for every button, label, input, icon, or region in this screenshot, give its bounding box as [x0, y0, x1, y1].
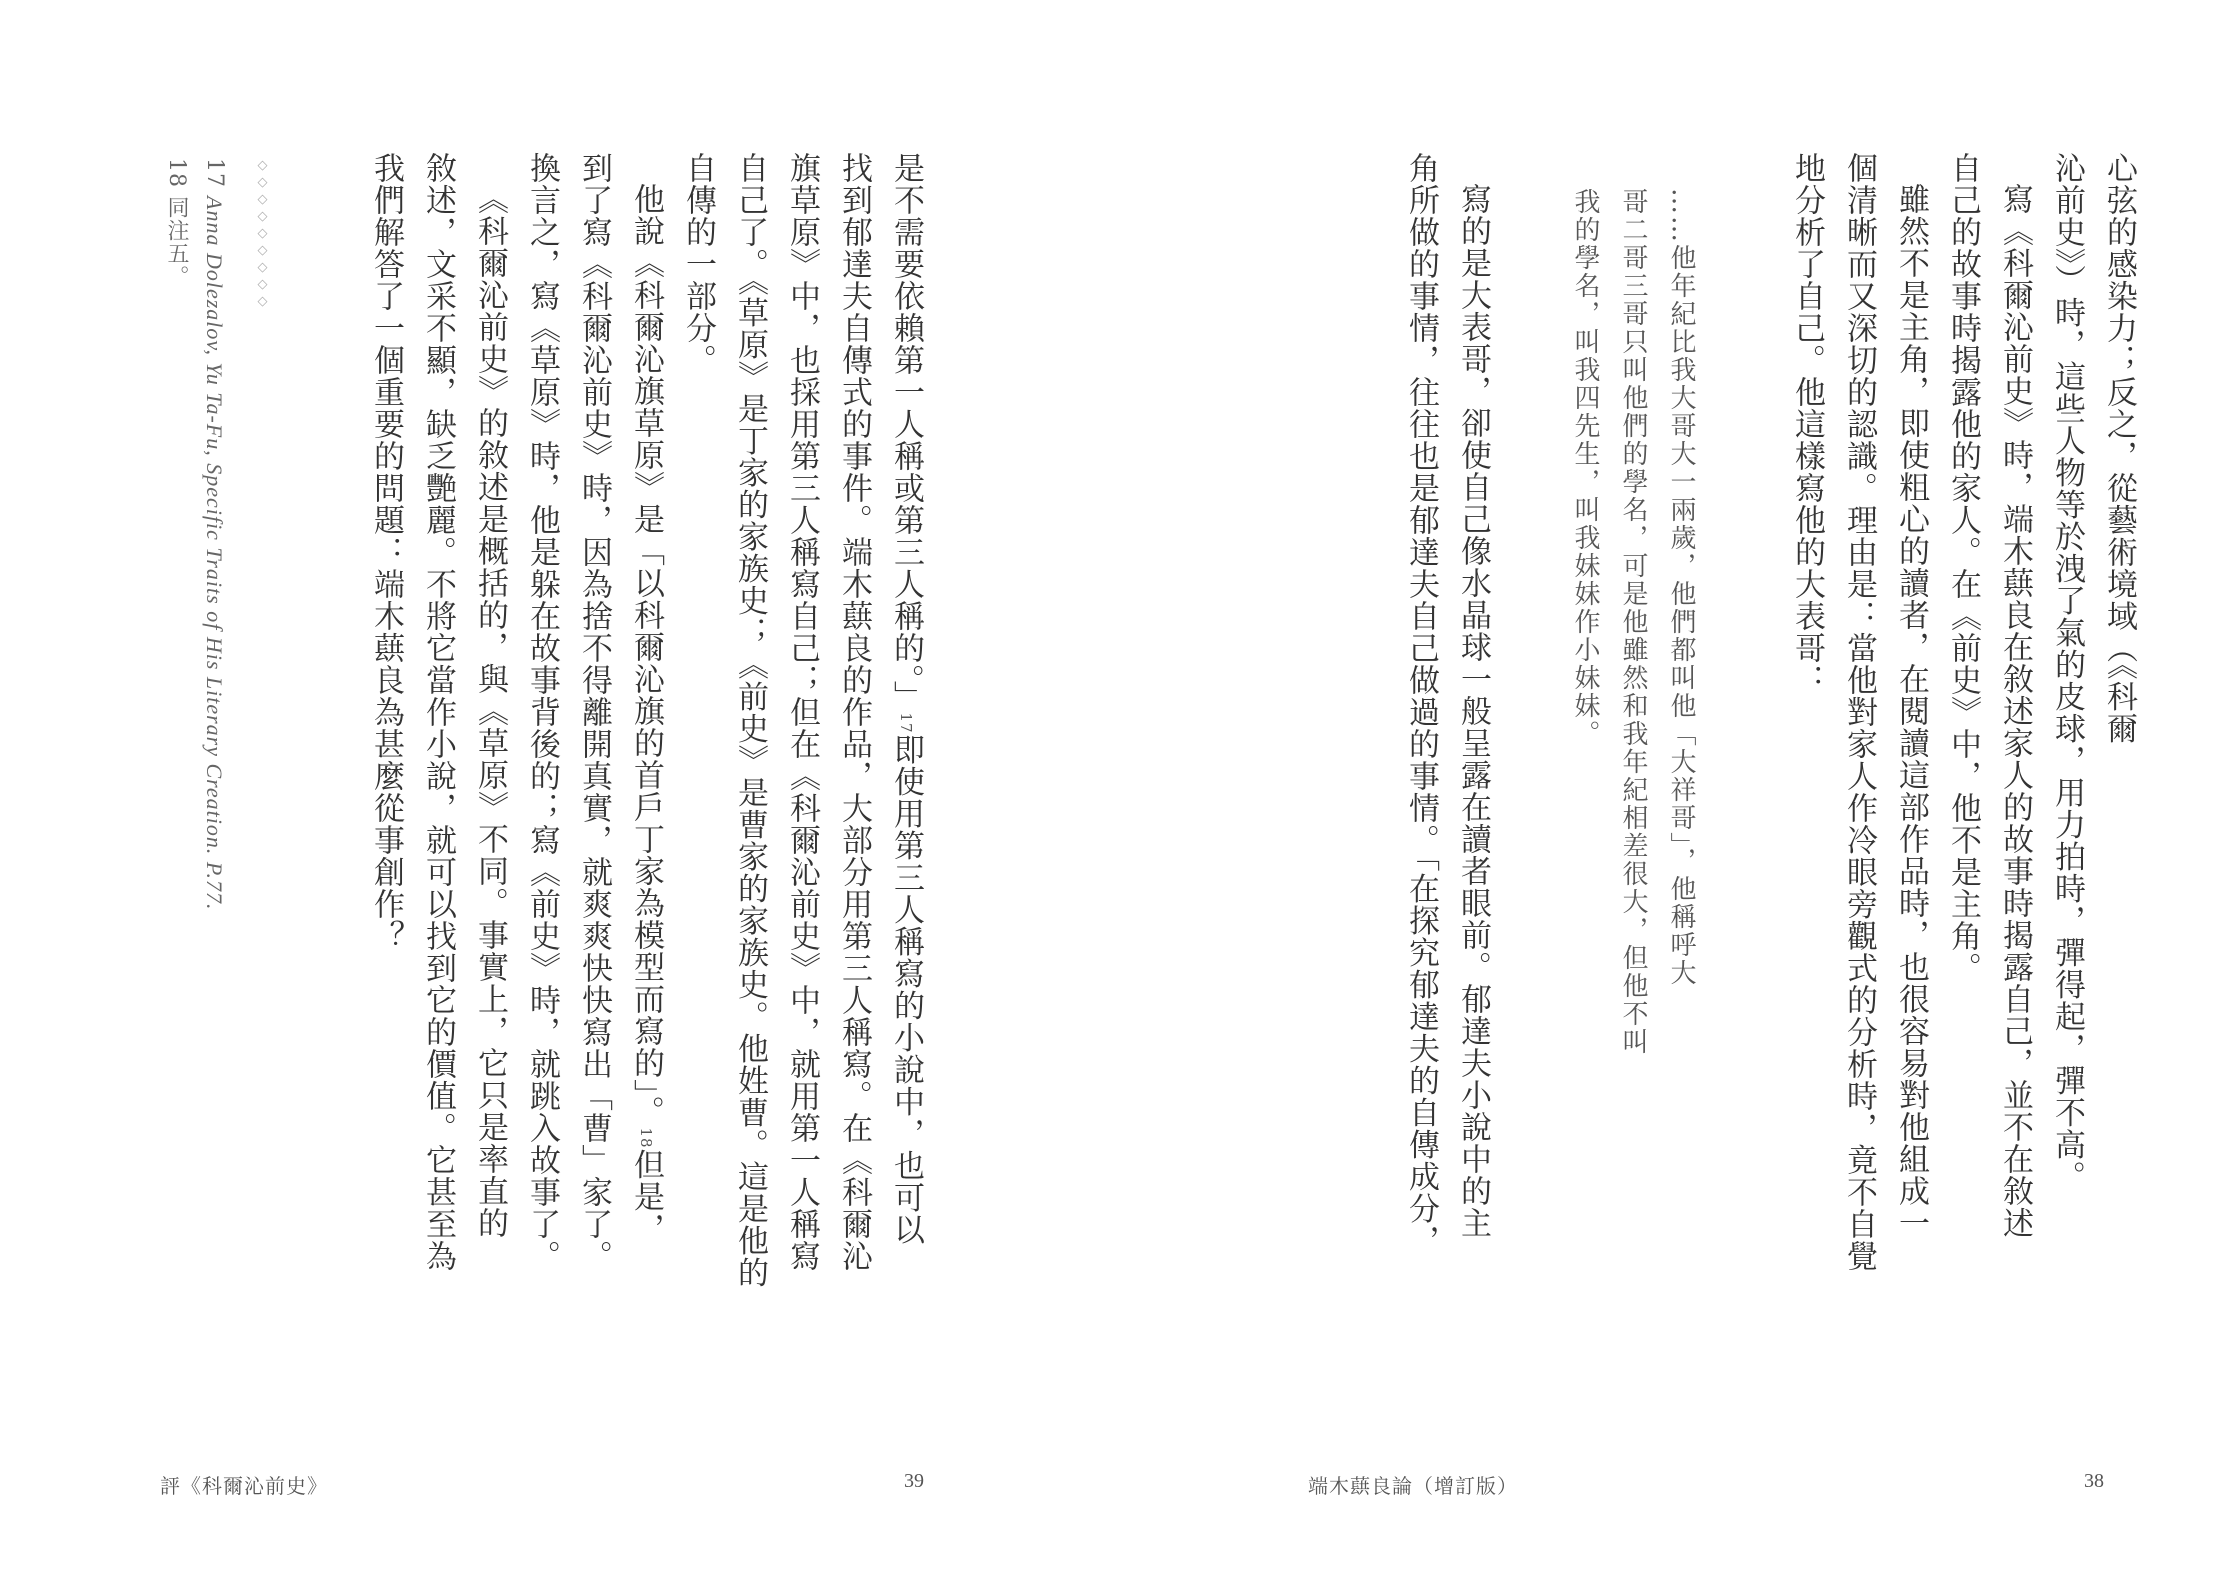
footnote-number: 18	[164, 158, 189, 188]
body-text-column: 地分析了自己。他這樣寫他的大表哥：	[1789, 152, 1825, 696]
running-head: 端木蕻良論（增訂版）	[1308, 1474, 1518, 1498]
footnote-18	[158, 158, 194, 288]
page-39	[0, 0, 1118, 1575]
body-text-segment: 是不需要依賴第一人稱或第三人稱的。」	[888, 152, 924, 713]
body-text-column: 換言之，寫《草原》時，他是躲在故事背後的；寫《前史》時，就跳入故事了。	[524, 152, 560, 1272]
body-text-column: 自傳的一部分。	[680, 152, 716, 376]
body-text-column: 到了寫《科爾沁前史》時，因為捨不得離開真實，就爽爽快快寫出「曹」家了。	[576, 152, 612, 1272]
body-text-column	[620, 152, 671, 1245]
block-quote-column: 哥二哥三哥只叫他們的學名，可是他雖然和我年紀相差很大，但他不叫	[1618, 188, 1648, 1056]
body-text-segment: 即使用第三人稱寫的小說中，也可以	[888, 733, 924, 1246]
body-text-column: 個清晰而又深切的認識。理由是：當他對家人作冷眼旁觀式的分析時，竟不自覺	[1841, 152, 1877, 1272]
body-text-column: 找到郁達夫自傳式的事件。端木蕻良的作品，大部分用第三人稱寫。在《科爾沁	[836, 152, 872, 1272]
footnote-ref: 17	[897, 712, 915, 734]
body-text-segment: 但是，	[628, 1148, 664, 1245]
body-text-column: 我們解答了一個重要的問題：端木蕻良為甚麼從事創作？	[368, 152, 404, 952]
body-text-column: 寫《科爾沁前史》時，端木蕻良在敘述家人的故事時揭露自己，並不在敘述	[1997, 183, 2033, 1239]
footnote-text: Anna Dolezalov, Yu Ta-Fu, Specific Traits of His Literary Creation. P.77.	[202, 196, 227, 911]
footnote-ref: 18	[637, 1127, 655, 1149]
body-text-column: 自己的故事時揭露他的家人。在《前史》中，他不是主角。	[1945, 152, 1981, 984]
body-text-column: 寫的是大表哥，卻使自己像水晶球一般呈露在讀者眼前。郁達夫小說中的主	[1455, 183, 1491, 1239]
page-number: 38	[2084, 1470, 2104, 1492]
block-quote-column: ……他年紀比我大哥大一兩歲，他們都叫他「大祥哥」，他稱呼大	[1666, 188, 1696, 987]
page-38	[1118, 0, 2237, 1575]
page-number: 39	[904, 1470, 924, 1492]
body-text-column: 敘述，文采不顯，缺乏艷麗。不將它當作小說，就可以找到它的價值。它甚至為	[420, 152, 456, 1272]
footnote-17	[196, 158, 232, 911]
body-text-column: 自己了。《草原》是丁家的家族史；《前史》是曹家的家族史。他姓曹。這是他的	[732, 152, 768, 1289]
body-text-column: 沁前史》）時，這些人物等於洩了氣的皮球，用力拍時，彈得起，彈不高。	[2049, 152, 2085, 1193]
running-head: 評《科爾沁前史》	[160, 1474, 328, 1498]
footnote-number: 17	[202, 158, 227, 188]
body-text-column: 《科爾沁前史》的敘述是概括的，與《草原》不同。事實上，它只是率直的	[472, 183, 508, 1239]
body-text-column: 旗草原》中，也採用第三人稱寫自己；但在《科爾沁前史》中，就用第一人稱寫	[784, 152, 820, 1272]
body-text-segment: 他說《科爾沁旗草原》是「以科爾沁旗的首戶丁家為模型而寫的」。	[628, 183, 664, 1128]
body-text-column: 心弦的感染力；反之，從藝術境域（《科爾	[2101, 152, 2137, 745]
block-quote-column: 我的學名，叫我四先生，叫我妹妹作小妹妹。	[1570, 188, 1600, 748]
body-text-column: 角所做的事情，往往也是郁達夫自己做過的事情。「在探究郁達夫的自傳成分，	[1403, 152, 1439, 1257]
footnote-separator: ◇◇◇◇◇◇◇◇◇	[255, 158, 270, 311]
body-text-column	[880, 152, 931, 1246]
footnote-text: 同注五。	[164, 196, 189, 288]
body-text-column: 雖然不是主角，即使粗心的讀者，在閱讀這部作品時，也很容易對他組成一	[1893, 183, 1929, 1239]
